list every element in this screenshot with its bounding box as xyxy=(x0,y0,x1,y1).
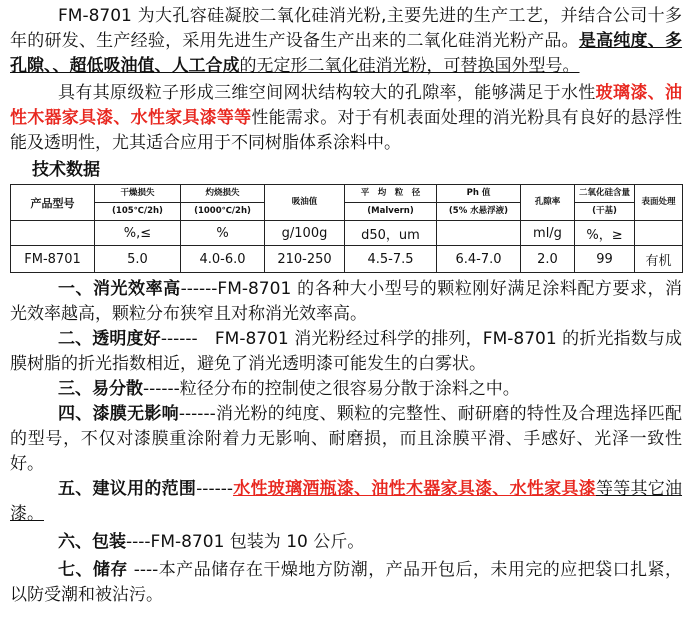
header-2-l1: 灼烧损失 xyxy=(181,185,265,203)
table-row xyxy=(11,246,683,273)
unit-cell: %，≥ xyxy=(575,221,635,246)
section-title: 技术数据 xyxy=(32,160,100,180)
header-8: 表面处理 xyxy=(635,185,683,221)
header-4-l2: (Malvern) xyxy=(345,203,437,221)
header-7-l2: (干基) xyxy=(575,203,635,221)
feature-title: 六、包装 xyxy=(58,532,126,552)
header-1-l1: 干燥损失 xyxy=(95,185,181,203)
feature-text: ------ FM-8701 消光粉经过科学的排列，FM-8701 的折光指数与成膜树脂的折光指数相近，避免了消光透明漆可能发生的白雾状。 xyxy=(10,329,682,374)
feature-item-5 xyxy=(10,477,682,527)
data-cell: 4.5-7.5 xyxy=(345,246,437,273)
intro-paragraph-1 xyxy=(10,4,682,79)
intro-text-a: FM-8701 为大孔容硅凝胶二氧化硅消光粉,主要先进的生产工艺，并结合公司十多年的研发、生产经验，采用先进生产设备生产出来的二氧化硅消光粉产品。 xyxy=(10,6,682,51)
unit-cell xyxy=(437,221,521,246)
header-model: 产品型号 xyxy=(11,185,95,221)
spec-table xyxy=(10,184,683,273)
header-4-l1: 平 均 粒 径 xyxy=(345,185,437,203)
data-cell: 210-250 xyxy=(265,246,345,273)
feature-text: ------FM-8701 的各种大小型号的颗粒刚好满足涂料配方要求，消光效率越高，颗粒分布狭窄且对称消光效率高。 xyxy=(10,279,682,324)
intro-highlight: 是高纯度、多孔隙、、超低吸油值、人工合成 xyxy=(10,31,683,76)
intro2-text-a: 具有其原级粒子形成三维空间网状结构较大的孔隙率，能够满足于水性 xyxy=(58,83,596,103)
feature-text: ----FM-8701 包装为 10 公斤。 xyxy=(126,532,365,552)
unit-cell xyxy=(635,221,683,246)
feature-dash: ------ xyxy=(196,479,233,499)
feature-title: 四、漆膜无影响 xyxy=(58,404,179,424)
data-cell: 4.0-6.0 xyxy=(181,246,265,273)
unit-cell: ml/g xyxy=(521,221,575,246)
feature-item-6 xyxy=(10,530,682,555)
feature-text: ------粒径分布的控制使之很容易分散于涂料之中。 xyxy=(143,379,520,399)
data-cell: 2.0 xyxy=(521,246,575,273)
feature-title: 七、储存 xyxy=(58,560,128,580)
feature-item-1 xyxy=(10,277,682,327)
feature-title: 五、建议用的范围 xyxy=(58,479,197,499)
feature-item-7 xyxy=(10,558,682,608)
feature-text: ----本产品储存在干燥地方防潮，产品开包后，未用完的应把袋口扎紧，以防受潮和被沾污。 xyxy=(10,560,682,605)
feature-title: 三、易分散 xyxy=(58,379,143,399)
intro2-red-text: 玻璃漆、油性木器家具漆、水性家具漆等等 xyxy=(10,83,683,128)
feature-item-4 xyxy=(10,402,682,477)
intro-text-b: 的无定形二氧化硅消光粉，可替换国外型号。 xyxy=(239,56,580,76)
header-7-l1: 二氧化硅含量 xyxy=(575,185,635,203)
unit-cell: %,≤ xyxy=(95,221,181,246)
data-cell: 5.0 xyxy=(95,246,181,273)
unit-cell: d50，um xyxy=(345,221,437,246)
header-2-l2: (1000℃/2h) xyxy=(181,203,265,221)
data-model: FM-8701 xyxy=(11,246,95,273)
feature-text: 等等其它油漆。 xyxy=(10,479,683,524)
header-3: 吸油值 xyxy=(265,185,345,221)
unit-model xyxy=(11,221,95,246)
header-5-l1: Ph 值 xyxy=(437,185,521,203)
unit-cell: g/100g xyxy=(265,221,345,246)
header-1-l2: (105℃/2h) xyxy=(95,203,181,221)
unit-row xyxy=(11,221,683,246)
data-cell: 6.4-7.0 xyxy=(437,246,521,273)
data-cell: 99 xyxy=(575,246,635,273)
intro-paragraph-2 xyxy=(10,81,682,156)
unit-cell: % xyxy=(181,221,265,246)
feature-title: 一、消光效率高 xyxy=(58,279,181,299)
feature-item-3 xyxy=(10,377,682,402)
feature-text: ------消光粉的纯度、颗粒的完整性、耐研磨的特性及合理选择匹配的型号，不仅对漆膜重涂附着力无影响、耐磨损，而且涂膜平滑、手感好、光泽一致性好。 xyxy=(10,404,683,474)
feature-item-2 xyxy=(10,327,682,377)
data-cell: 有机 xyxy=(635,246,683,273)
header-6: 孔隙率 xyxy=(521,185,575,221)
feature-red-text: 水性玻璃酒瓶漆、油性木器家具漆、水性家具漆 xyxy=(232,479,596,499)
feature-title: 二、透明度好 xyxy=(58,329,161,349)
intro2-text-b: 性能需求。对于有机表面处理的消光粉具有良好的悬浮性能及透明性，尤其适合应用于不同树脂体系涂料中。 xyxy=(10,108,683,153)
header-5-l2: (5% 水悬浮液) xyxy=(437,203,521,221)
